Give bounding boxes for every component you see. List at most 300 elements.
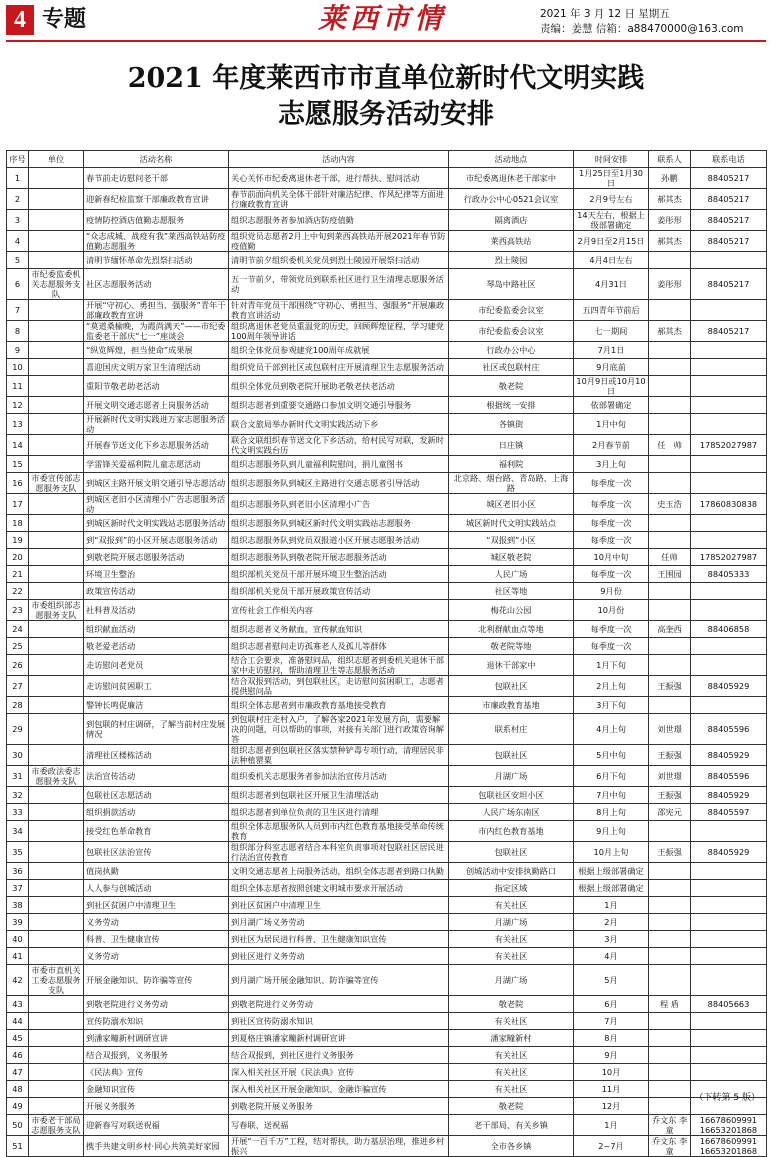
table-row: [7, 804, 767, 821]
table-cell: 2月上旬: [574, 676, 649, 697]
table-cell: 每季度一次: [574, 638, 649, 655]
table-cell: 88405596: [691, 766, 767, 787]
table-cell: 史玉浩: [649, 494, 691, 515]
table-cell: [29, 168, 84, 189]
table-cell: 写春联、送祝福: [229, 1115, 449, 1136]
table-cell: 51: [7, 1136, 29, 1157]
table-cell: [29, 189, 84, 210]
table-cell: 疫情防控酒店值勤志愿服务: [84, 210, 229, 231]
table-cell: 老干部局、有关乡镇: [449, 1115, 574, 1136]
table-cell: [29, 494, 84, 515]
column-header: 联系人: [649, 151, 691, 168]
table-row: [7, 269, 767, 300]
table-row: [7, 473, 767, 494]
table-cell: [691, 948, 767, 965]
table-cell: 携手共建文明乡村·同心共筑美好家园: [84, 1136, 229, 1157]
table-cell: 莱西高铁站: [449, 231, 574, 252]
table-cell: [691, 914, 767, 931]
table-cell: [649, 931, 691, 948]
table-cell: [649, 515, 691, 532]
table-row: [7, 1013, 767, 1030]
table-cell: 26: [7, 655, 29, 676]
column-header: 活动内容: [229, 151, 449, 168]
table-cell: 依部署确定: [574, 397, 649, 414]
table-cell: 郝其杰: [649, 189, 691, 210]
table-row: [7, 676, 767, 697]
table-cell: 88405929: [691, 787, 767, 804]
table-cell: [649, 1064, 691, 1081]
table-cell: [691, 655, 767, 676]
table-cell: [29, 638, 84, 655]
table-cell: 值岗执勤: [84, 863, 229, 880]
table-cell: 每季度一次: [574, 532, 649, 549]
table-cell: 33: [7, 804, 29, 821]
table-cell: 宣传防溺水知识: [84, 1013, 229, 1030]
table-cell: 各镇街: [449, 414, 574, 435]
table-cell: 88405929: [691, 745, 767, 766]
table-cell: [649, 863, 691, 880]
table-cell: 2: [7, 189, 29, 210]
table-cell: [691, 965, 767, 996]
table-cell: 88405929: [691, 842, 767, 863]
table-cell: 88405929: [691, 676, 767, 697]
table-cell: [649, 397, 691, 414]
table-cell: [29, 566, 84, 583]
table-cell: 组织志愿服务队到党员双报道小区开展志愿服务活动: [229, 532, 449, 549]
table-cell: 1月: [574, 897, 649, 914]
table-cell: 组织捐款活动: [84, 804, 229, 821]
table-cell: 组织志愿者到重要交通路口参加文明交通引导服务: [229, 397, 449, 414]
table-row: [7, 252, 767, 269]
table-cell: 学雷锋关爱福利院儿童志愿活动: [84, 456, 229, 473]
table-cell: 组织志愿者义务献血，宣传献血知识: [229, 621, 449, 638]
table-cell: 88405217: [691, 321, 767, 342]
table-row: [7, 821, 767, 842]
table-cell: [29, 435, 84, 456]
table-cell: 迎新春写对联送祝福: [84, 1115, 229, 1136]
table-cell: 4月31日: [574, 269, 649, 300]
table-cell: 结合双报到，到社区进行义务服务: [229, 1047, 449, 1064]
table-cell: 联系村庄: [449, 714, 574, 745]
table-cell: [29, 532, 84, 549]
table-cell: 9月份: [574, 583, 649, 600]
table-cell: 到社区为居民进行科普、卫生健康知识宣传: [229, 931, 449, 948]
table-cell: 人人参与创城活动: [84, 880, 229, 897]
table-cell: 郝其杰: [649, 231, 691, 252]
table-cell: 联合文联组织春节送文化下乡活动，给村民写对联，发新时代文明实践台历: [229, 435, 449, 456]
table-cell: 每季度一次: [574, 515, 649, 532]
table-cell: 包联社区: [449, 842, 574, 863]
table-cell: 3月下旬: [574, 697, 649, 714]
table-cell: 郝其杰: [649, 321, 691, 342]
table-cell: [691, 897, 767, 914]
table-cell: 福利院: [449, 456, 574, 473]
table-cell: 到夏格庄镇潘家疃新村调研宣讲: [229, 1030, 449, 1047]
table-cell: 任帅: [649, 549, 691, 566]
table-cell: 有关社区: [449, 1013, 574, 1030]
section-title: 专题: [42, 7, 87, 32]
table-cell: [29, 1047, 84, 1064]
table-cell: 44: [7, 1013, 29, 1030]
table-cell: [691, 600, 767, 621]
table-cell: [691, 532, 767, 549]
table-row: [7, 300, 767, 321]
column-header: 序号: [7, 151, 29, 168]
table-cell: 喜迎国庆文明万家卫生清理活动: [84, 359, 229, 376]
table-cell: 每季度一次: [574, 473, 649, 494]
table-cell: 宣传社会工作相关内容: [229, 600, 449, 621]
table-cell: 88405217: [691, 269, 767, 300]
table-cell: [649, 1081, 691, 1098]
table-cell: [691, 342, 767, 359]
table-cell: 程 盾: [649, 996, 691, 1013]
table-cell: [29, 414, 84, 435]
table-cell: 联合文旅局举办新时代文明实践活动下乡: [229, 414, 449, 435]
table-cell: 34: [7, 821, 29, 842]
table-cell: [29, 621, 84, 638]
table-cell: 组织志愿服务队到老旧小区清理小广告: [229, 494, 449, 515]
table-cell: 9: [7, 342, 29, 359]
table-cell: 文明交通志愿者上岗服务活动，组织全体志愿者到路口执勤: [229, 863, 449, 880]
table-cell: 姜彤形: [649, 210, 691, 231]
table-cell: 30: [7, 745, 29, 766]
table-cell: 8月: [574, 1030, 649, 1047]
table-cell: 7月1日: [574, 342, 649, 359]
table-cell: [29, 863, 84, 880]
table-cell: 敬老爱老活动: [84, 638, 229, 655]
table-cell: 组织志愿服务者参加酒店防疫值勤: [229, 210, 449, 231]
table-cell: 1: [7, 168, 29, 189]
table-cell: [29, 300, 84, 321]
table-cell: 到包联的村庄调研，了解当前村庄发展情况: [84, 714, 229, 745]
table-cell: 组织志愿服务队到城区主路进行交通志愿者引导活动: [229, 473, 449, 494]
table-row: [7, 456, 767, 473]
table-cell: 有关社区: [449, 948, 574, 965]
table-cell: 组织全体志愿者到市廉政教育基地接受教育: [229, 697, 449, 714]
table-cell: [649, 965, 691, 996]
page-title-line1: 2021 年度莱西市市直单位新时代文明实践: [127, 63, 645, 94]
table-row: [7, 321, 767, 342]
table-cell: [29, 515, 84, 532]
table-cell: 到城区主路开展文明交通引导志愿活动: [84, 473, 229, 494]
table-cell: 5: [7, 252, 29, 269]
table-cell: [29, 804, 84, 821]
table-cell: 孙鹏: [649, 168, 691, 189]
header-rule: [6, 40, 766, 42]
table-cell: 组织部机关党员干部开展政策宣传活动: [229, 583, 449, 600]
table-cell: 到包联村庄走村入户，了解各家2021年发展方向，需要解决的问题，可以帮助的事项，对接有关部门进行政策咨询解答: [229, 714, 449, 745]
table-cell: 7月中旬: [574, 787, 649, 804]
table-cell: 包联社区法治宣传: [84, 842, 229, 863]
column-header: 时间安排: [574, 151, 649, 168]
table-cell: [691, 515, 767, 532]
table-cell: [649, 473, 691, 494]
table-cell: 25: [7, 638, 29, 655]
table-row: [7, 948, 767, 965]
table-cell: 七一期间: [574, 321, 649, 342]
table-row: [7, 376, 767, 397]
table-cell: [649, 821, 691, 842]
table-cell: 17852027987: [691, 435, 767, 456]
table-cell: 清理社区楼栋活动: [84, 745, 229, 766]
table-cell: 月湖广场: [449, 766, 574, 787]
table-cell: 11月: [574, 1081, 649, 1098]
table-cell: 组织献血活动: [84, 621, 229, 638]
table-cell: 开展春节送文化下乡志愿服务活动: [84, 435, 229, 456]
table-cell: 36: [7, 863, 29, 880]
table-cell: 任 帅: [649, 435, 691, 456]
table-cell: 16678609991 16653201868: [691, 1115, 767, 1136]
table-cell: 走访慰问老党员: [84, 655, 229, 676]
table-cell: 深入相关社区开展金融知识、金融诈骗宣传: [229, 1081, 449, 1098]
table-row: [7, 600, 767, 621]
table-cell: 开展文明交通志愿者上岗服务活动: [84, 397, 229, 414]
table-row: [7, 515, 767, 532]
table-cell: 41: [7, 948, 29, 965]
table-cell: [29, 1081, 84, 1098]
table-cell: [691, 638, 767, 655]
table-cell: 到社区贫困户中清理卫生: [84, 897, 229, 914]
table-cell: 月湖广场: [449, 965, 574, 996]
table-cell: 五四青年节前后: [574, 300, 649, 321]
table-row: [7, 931, 767, 948]
table-cell: 根据统一安排: [449, 397, 574, 414]
table-cell: 4月: [574, 948, 649, 965]
table-row: [7, 532, 767, 549]
table-cell: 14: [7, 435, 29, 456]
table-cell: 有关社区: [449, 1064, 574, 1081]
table-cell: 梅花山公园: [449, 600, 574, 621]
table-cell: [29, 880, 84, 897]
table-cell: [649, 948, 691, 965]
table-row: [7, 863, 767, 880]
activity-table: [6, 150, 767, 1157]
table-cell: [649, 583, 691, 600]
table-cell: 组织全体党员到敬老院开展助老敬老扶老活动: [229, 376, 449, 397]
table-cell: 组织党员志愿者2月上中旬到莱西高铁站开展2021年春节防疫值勤: [229, 231, 449, 252]
table-cell: 1月下旬: [574, 655, 649, 676]
table-cell: 8: [7, 321, 29, 342]
table-cell: 组织委机关志愿服务者参加法治宣传月活动: [229, 766, 449, 787]
table-cell: [29, 1030, 84, 1047]
table-cell: 10月: [574, 1064, 649, 1081]
table-cell: 46: [7, 1047, 29, 1064]
table-cell: 50: [7, 1115, 29, 1136]
table-row: [7, 435, 767, 456]
table-cell: [649, 697, 691, 714]
table-cell: 姜彤形: [649, 269, 691, 300]
table-row: [7, 359, 767, 376]
table-cell: [29, 697, 84, 714]
table-cell: 组织志愿者到包联社区落实禁种铲毒专项行动，清理居民非法种植罂粟: [229, 745, 449, 766]
table-cell: 6月: [574, 996, 649, 1013]
table-cell: 关心关怀市纪委离退休老干部，进行帮扶、慰问活动: [229, 168, 449, 189]
table-cell: 包联社区安坦小区: [449, 787, 574, 804]
table-cell: 16678609991 16653201868: [691, 1136, 767, 1157]
table-cell: 迎新春纪检监察干部廉政教育宣讲: [84, 189, 229, 210]
table-row: [7, 494, 767, 515]
table-cell: 组织党员干部到社区或包联村庄开展清理卫生志愿服务活动: [229, 359, 449, 376]
table-cell: [29, 397, 84, 414]
table-cell: 10月上旬: [574, 842, 649, 863]
table-cell: [29, 996, 84, 1013]
table-cell: 到敬老院开展志愿服务活动: [84, 549, 229, 566]
table-cell: [29, 655, 84, 676]
table-cell: 五一节前夕，带领党员到联系社区进行卫生清理志愿服务活动: [229, 269, 449, 300]
table-cell: [691, 821, 767, 842]
table-cell: 10月中旬: [574, 549, 649, 566]
table-cell: 12: [7, 397, 29, 414]
table-cell: 每季度一次: [574, 621, 649, 638]
table-cell: [691, 414, 767, 435]
table-cell: 市廉政教育基地: [449, 697, 574, 714]
table-cell: 16: [7, 473, 29, 494]
table-cell: [29, 1013, 84, 1030]
table-cell: 敬老院: [449, 1098, 574, 1115]
table-cell: 全市各乡镇: [449, 1136, 574, 1157]
table-cell: 88405217: [691, 189, 767, 210]
table-cell: 1月: [574, 1115, 649, 1136]
table-row: [7, 1030, 767, 1047]
table-cell: [649, 638, 691, 655]
table-cell: 5月: [574, 965, 649, 996]
table-cell: 清明节缅怀革命先烈祭扫活动: [84, 252, 229, 269]
table-cell: 组织全体党员参观建党100周年成就展: [229, 342, 449, 359]
table-cell: 88406858: [691, 621, 767, 638]
table-cell: 义务劳动: [84, 948, 229, 965]
table-cell: [691, 359, 767, 376]
table-row: [7, 1115, 767, 1136]
table-cell: 北京路、烟台路、青岛路、上海路: [449, 473, 574, 494]
table-cell: 乔文东 李 童: [649, 1115, 691, 1136]
table-cell: [691, 863, 767, 880]
table-cell: 市纪委监委机关志愿服务支队: [29, 269, 84, 300]
table-cell: [649, 1098, 691, 1115]
table-cell: 2月9日至2月15日: [574, 231, 649, 252]
table-cell: 每季度一次: [574, 494, 649, 515]
table-row: [7, 189, 767, 210]
table-cell: 10: [7, 359, 29, 376]
table-row: [7, 414, 767, 435]
table-cell: 科普、卫生健康宣传: [84, 931, 229, 948]
table-cell: [29, 714, 84, 745]
table-cell: [691, 931, 767, 948]
table-cell: 88405663: [691, 996, 767, 1013]
table-cell: 春节前面向机关全体干部针对廉洁纪律、作风纪律等方面进行廉政教育宣讲: [229, 189, 449, 210]
table-cell: “众志成城、战疫有我”莱西高铁站防疫值勤志愿服务: [84, 231, 229, 252]
issue-date: 2021 年 3 月 12 日 星期五: [540, 8, 670, 20]
table-cell: 2月9号左右: [574, 189, 649, 210]
table-cell: [649, 359, 691, 376]
table-cell: 14天左右，根据上级部署确定: [574, 210, 649, 231]
table-cell: 12月: [574, 1098, 649, 1115]
table-cell: [649, 376, 691, 397]
table-cell: 40: [7, 931, 29, 948]
table-row: [7, 638, 767, 655]
table-cell: 6: [7, 269, 29, 300]
table-cell: 接受红色革命教育: [84, 821, 229, 842]
page-header: [0, 0, 772, 40]
table-cell: [29, 1098, 84, 1115]
editor-info: 责编：姜慧 信箱：a88470000@163.com: [540, 23, 744, 35]
table-cell: 43: [7, 996, 29, 1013]
table-cell: 王振强: [649, 787, 691, 804]
table-cell: 组织部分科室志愿者结合本科室负责事项对包联社区居民进行法治宣传教育: [229, 842, 449, 863]
table-cell: 47: [7, 1064, 29, 1081]
table-cell: 北利群献血点等地: [449, 621, 574, 638]
table-cell: 组织志愿服务队到敬老院开展志愿服务活动: [229, 549, 449, 566]
table-cell: [691, 1047, 767, 1064]
table-cell: 19: [7, 532, 29, 549]
table-cell: 88405596: [691, 714, 767, 745]
table-row: [7, 697, 767, 714]
table-cell: 包联社区: [449, 745, 574, 766]
table-cell: 开展金融知识、防诈骗等宣传: [84, 965, 229, 996]
table-cell: “莫道桑榆晚，为霞尚满天”——市纪委监委老干部庆“七一”座谈会: [84, 321, 229, 342]
table-cell: 行政办公中心0521会议室: [449, 189, 574, 210]
table-cell: 开展新时代文明实践进万家志愿服务活动: [84, 414, 229, 435]
table-cell: 深入相关社区开展《民法典》宣传: [229, 1064, 449, 1081]
table-cell: 9月: [574, 1047, 649, 1064]
table-cell: [649, 532, 691, 549]
table-cell: 《民法典》宣传: [84, 1064, 229, 1081]
table-cell: 创城活动中安排执勤路口: [449, 863, 574, 880]
table-cell: 10月9日或10月10日: [574, 376, 649, 397]
table-cell: 3: [7, 210, 29, 231]
table-cell: 到敬老院进行义务劳动: [84, 996, 229, 1013]
table-cell: [29, 821, 84, 842]
table-cell: 4: [7, 231, 29, 252]
table-cell: 人民广场: [449, 566, 574, 583]
table-row: [7, 231, 767, 252]
table-cell: 市内红色教育基地: [449, 821, 574, 842]
table-cell: 有关社区: [449, 931, 574, 948]
table-cell: 到潘家疃新村调研宣讲: [84, 1030, 229, 1047]
table-cell: [29, 842, 84, 863]
table-cell: 到月湖广场开展金融知识、防诈骗等宣传: [229, 965, 449, 996]
table-cell: 到城区新时代文明实践站志愿服务活动: [84, 515, 229, 532]
table-cell: 根据上级部署确定: [574, 880, 649, 897]
table-cell: 31: [7, 766, 29, 787]
table-row: [7, 714, 767, 745]
table-cell: [691, 1013, 767, 1030]
table-cell: 3月: [574, 931, 649, 948]
table-cell: [649, 880, 691, 897]
table-cell: 组织志愿服务队到儿童福利院慰问，捐儿童图书: [229, 456, 449, 473]
table-cell: 4月4日左右: [574, 252, 649, 269]
table-cell: 法治宣传活动: [84, 766, 229, 787]
table-cell: 23: [7, 600, 29, 621]
table-row: [7, 210, 767, 231]
table-cell: 日庄镇: [449, 435, 574, 456]
table-cell: 22: [7, 583, 29, 600]
table-cell: 到敬老院进行义务劳动: [229, 996, 449, 1013]
table-cell: 王振强: [649, 745, 691, 766]
table-cell: 结合双报到活动，到包联社区，走访慰问贫困职工，志愿者提供慰问品: [229, 676, 449, 697]
table-cell: 市委政法委志愿服务支队: [29, 766, 84, 787]
table-cell: 88405217: [691, 168, 767, 189]
table-cell: [29, 931, 84, 948]
table-cell: 38: [7, 897, 29, 914]
table-cell: 刘世璟: [649, 766, 691, 787]
table-cell: 88405217: [691, 210, 767, 231]
table-cell: 社区志愿服务活动: [84, 269, 229, 300]
table-cell: 11: [7, 376, 29, 397]
table-cell: 敬老院: [449, 376, 574, 397]
table-cell: 邵宪元: [649, 804, 691, 821]
table-cell: [29, 231, 84, 252]
table-cell: 2~7月: [574, 1136, 649, 1157]
